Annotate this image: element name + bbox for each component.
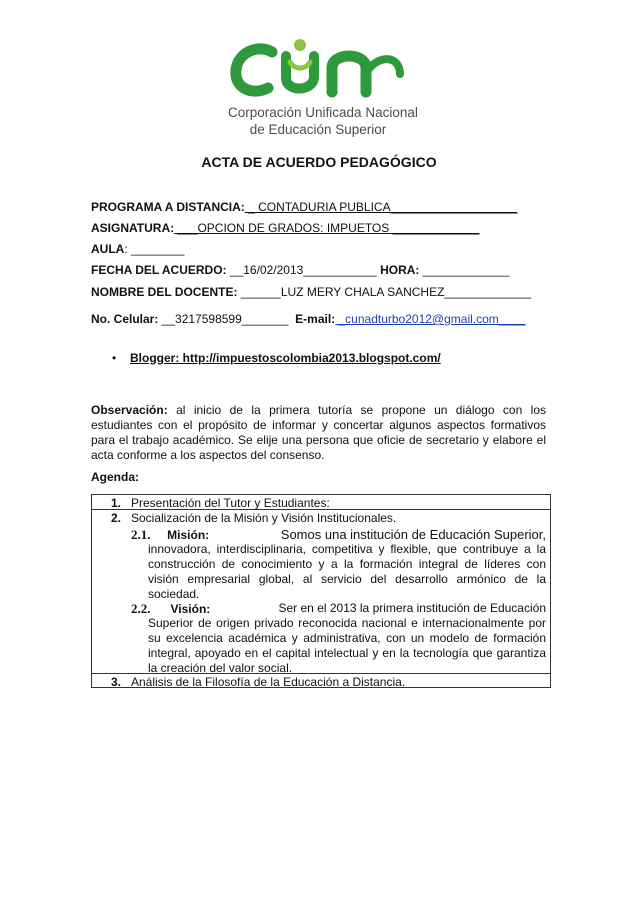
observacion-text: al inicio de la primera tutoría se propone un diálogo con los estudiantes con el propósito de informar y concertar algunos aspectos formativos para el trabajo académico. Se elije una persona que oficie de secretario y elabore el acta conforme a los aspectos del consenso. [91, 403, 546, 462]
cun-logo [228, 34, 418, 144]
programa-label: PROGRAMA A DISTANCIA: [91, 200, 245, 214]
agenda-item-text: Análisis de la Filosofía de la Educación a Distancia. [131, 675, 406, 689]
agenda-item-number: 1. [111, 496, 122, 510]
agenda-item-3 [111, 675, 405, 690]
bullet-icon: • [112, 351, 117, 365]
agenda-item-number: 3. [111, 675, 122, 689]
hora-value: _____________ [419, 263, 510, 277]
mision-heading [131, 527, 546, 543]
mision-number: 2.1. [131, 527, 151, 542]
celular-value: __3217598599_______ [158, 312, 289, 326]
agenda-item-1 [111, 496, 330, 511]
contacto-line [91, 312, 525, 326]
cun-logo-mark [228, 34, 408, 104]
vision-label: Visión: [170, 602, 211, 616]
asignatura-line [91, 221, 479, 235]
asignatura-value: ___OPCION DE GRADOS: IMPUETOS _____________ [174, 221, 480, 235]
logo-line2: de Educación Superior [249, 122, 387, 137]
mision-first-line: Somos una institución de Educación Superior, [280, 527, 546, 542]
docente-line [91, 285, 531, 299]
aula-value: : ________ [124, 242, 185, 256]
logo-line1: Corporación Unificada Nacional [228, 105, 418, 120]
vision-number: 2.2. [131, 601, 151, 616]
agenda-item-text: Socialización de la Misión y Visión Institucionales. [131, 511, 397, 525]
celular-label: No. Celular: [91, 312, 159, 326]
agenda-item-text: Presentación del Tutor y Estudiantes: [131, 496, 330, 510]
mision-label: Misión: [167, 528, 210, 542]
document-title: ACTA DE ACUERDO PEDAGÓGICO [201, 154, 437, 170]
aula-label: AULA [91, 242, 125, 256]
blogger-item [112, 351, 441, 365]
programa-value: _ CONTADURIA PUBLICA___________________ [244, 200, 518, 214]
vision-first-line: Ser en el 2013 la primera institución de Educación [278, 601, 546, 615]
aula-line [91, 242, 184, 256]
mision-text: innovadora, interdisciplinaria, competitiva y flexible, que contribuye a la construcción de conocimiento y a la formación integral de líderes con visión empresarial global, al servicio del desarrollo armónico de la sociedad. [148, 542, 546, 601]
vision-heading [131, 601, 546, 617]
fecha-label: FECHA DEL ACUERDO: [91, 263, 227, 277]
blogger-link[interactable]: Blogger: http://impuestoscolombia2013.blogspot.com/ [130, 351, 441, 365]
observacion-paragraph [91, 403, 546, 463]
agenda-item-2 [111, 511, 396, 526]
email-link[interactable]: _cunadturbo2012@gmail.com____ [335, 312, 526, 326]
vision-text: Superior de origen privado reconocida nacional e internacionalmente por su excelencia académica y administrativa, con un modelo de formación integral, apoyado en el capital intelectual y en la tecnología que garantiza la creación del valor social. [148, 616, 546, 675]
docente-label: NOMBRE DEL DOCENTE: [91, 285, 238, 299]
fecha-line [91, 263, 509, 277]
hora-label: HORA: [380, 263, 420, 277]
asignatura-label: ASIGNATURA: [91, 221, 175, 235]
agenda-item-number: 2. [111, 511, 122, 525]
fecha-value: __16/02/2013___________ [226, 263, 377, 277]
email-label: E-mail: [295, 312, 336, 326]
observacion-label: Observación: [91, 403, 168, 417]
programa-line [91, 200, 517, 214]
docente-value: ______LUZ MERY CHALA SANCHEZ_____________ [237, 285, 532, 299]
agenda-label: Agenda: [91, 470, 139, 484]
